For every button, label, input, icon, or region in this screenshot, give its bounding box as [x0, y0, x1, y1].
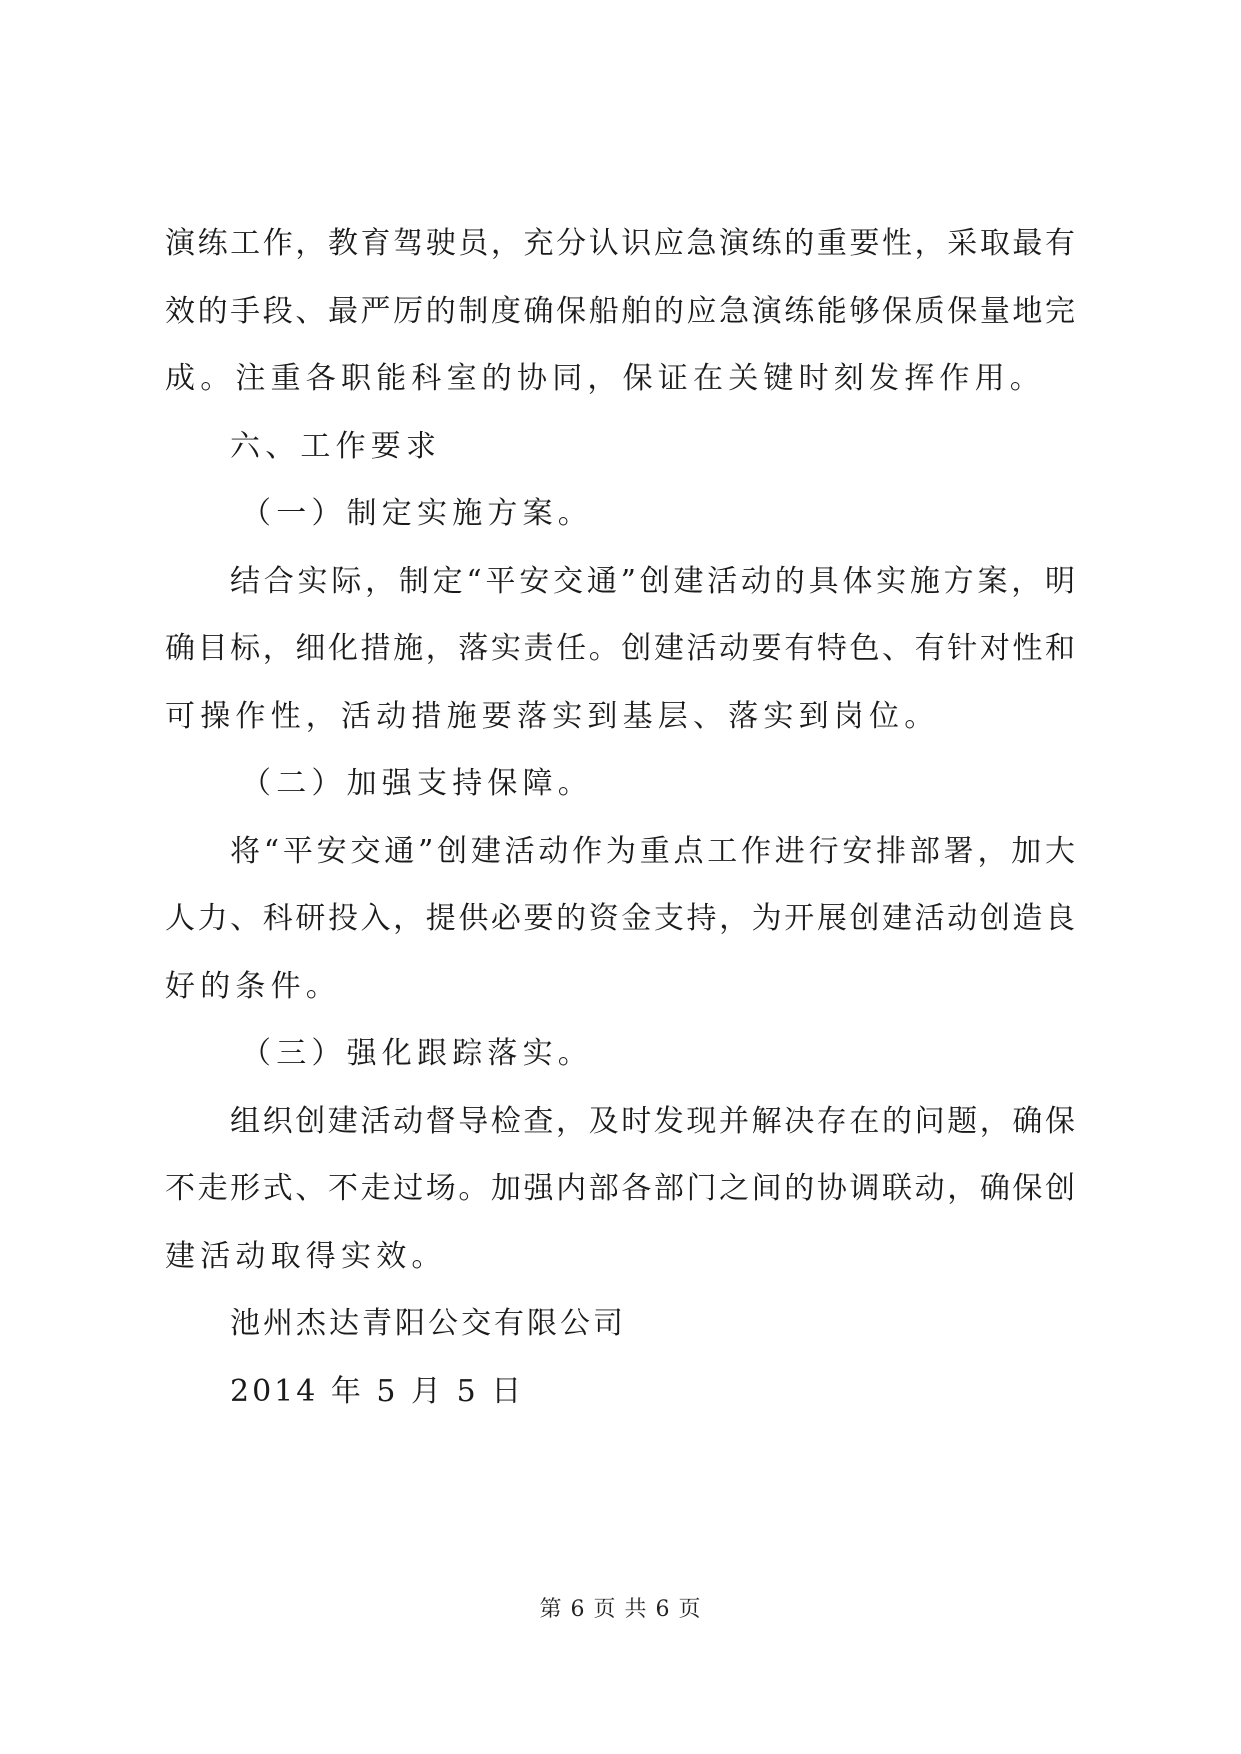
body-text-line: 将“平安交通”创建活动作为重点工作进行安排部署，加大 [230, 833, 1075, 869]
body-text-line: 不走形式、不走过场。加强内部各部门之间的协调联动，确保创 [165, 1171, 1075, 1206]
page-number-footer: 第 6 页 共 6 页 [539, 1597, 702, 1622]
body-text-line: 演练工作，教育驾驶员，充分认识应急演练的重要性，采取最有 [165, 226, 1075, 261]
body-text-line: 好的条件。 [165, 968, 341, 1004]
subsection-heading: （二）加强支持保障。 [241, 766, 593, 801]
body-text-line: 建活动取得实效。 [165, 1238, 447, 1274]
body-text-line: 组织创建活动督导检查，及时发现并解决存在的问题，确保 [230, 1103, 1075, 1139]
body-text-line: 可操作性，活动措施要落实到基层、落实到岗位。 [165, 698, 940, 734]
document-body [165, 226, 1075, 1444]
body-text-line: 效的手段、最严厉的制度确保船舶的应急演练能够保质保量地完 [165, 293, 1075, 329]
subsection-heading: （三）强化跟踪落实。 [241, 1036, 593, 1071]
body-text-line: 人力、科研投入，提供必要的资金支持，为开展创建活动创造良 [165, 901, 1075, 936]
body-text-line: 成。注重各职能科室的协同，保证在关键时刻发挥作用。 [165, 361, 1045, 396]
body-text-line: 结合实际，制定“平安交通”创建活动的具体实施方案，明 [230, 563, 1075, 599]
body-text-line: 确目标，细化措施，落实责任。创建活动要有特色、有针对性和 [165, 631, 1075, 666]
section-heading: 六、工作要求 [230, 428, 442, 464]
signature-company: 池州杰达青阳公交有限公司 [230, 1306, 626, 1341]
signature-date: 2014 年 5 月 5 日 [230, 1373, 525, 1409]
subsection-heading: （一）制定实施方案。 [241, 496, 593, 531]
